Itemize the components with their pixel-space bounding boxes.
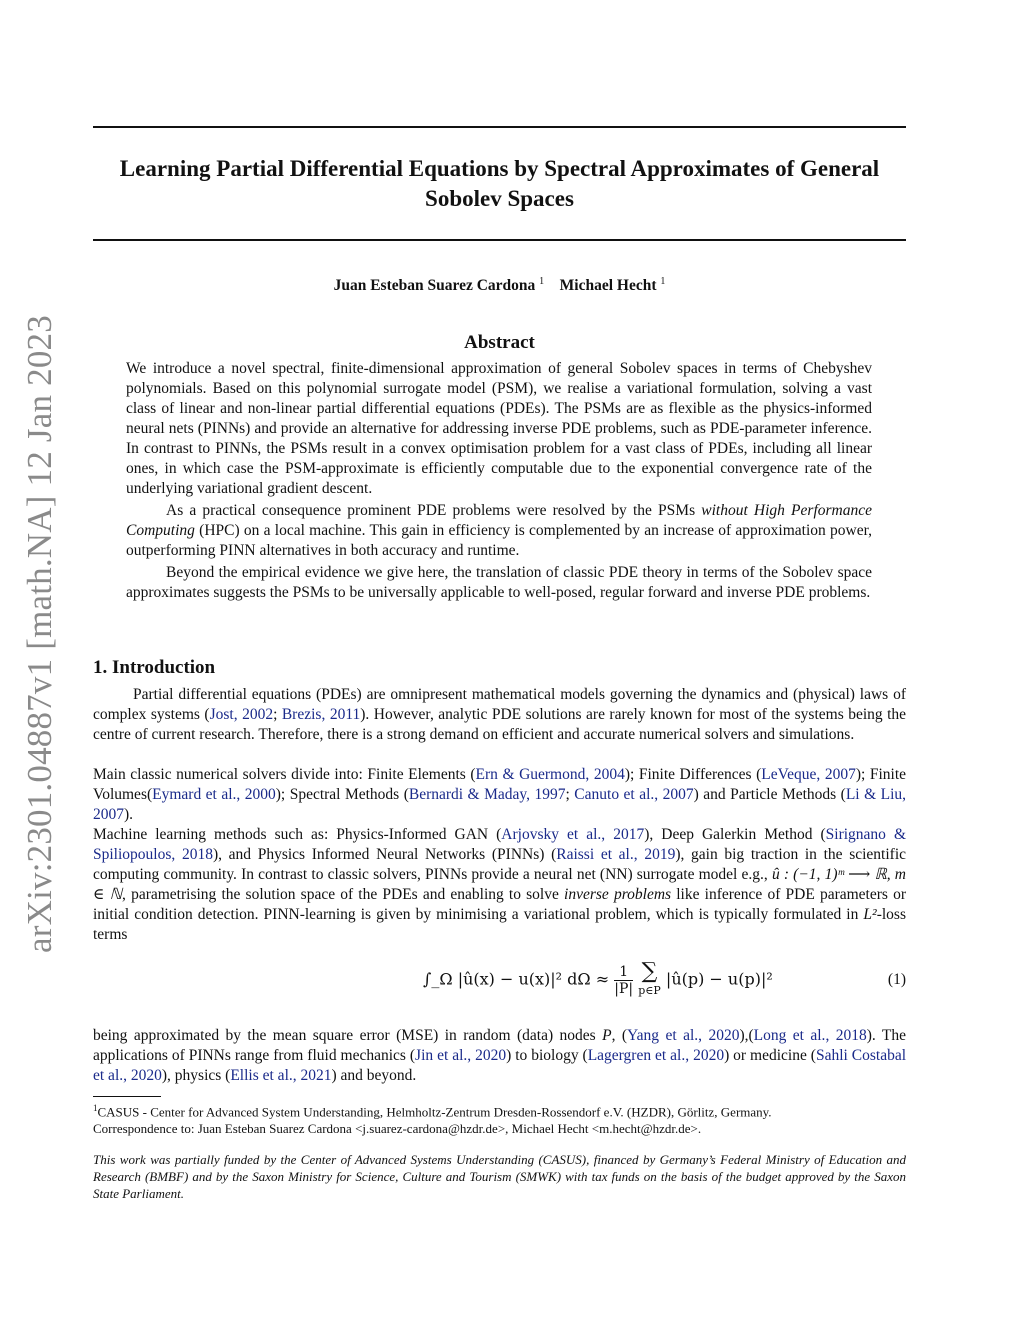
citation-link[interactable]: Jin et al., 2020 xyxy=(415,1047,507,1064)
citation-link[interactable]: Yang et al., 2020 xyxy=(627,1027,740,1044)
author-list xyxy=(93,276,906,295)
title-line-2: Sobolev Spaces xyxy=(425,186,574,211)
intro-paragraph-2: Main classic numerical solvers divide into: Finite Elements (Ern & Guermond, 2004); Finite Differences (LeVeque, 2007); Finite Volumes(Eymard et al., 2000); Spectral Methods (Bernardi & Maday, 1997; Canuto et al., 2007) and Particle Methods (Li & Liu, 2007). xyxy=(93,766,907,823)
emphasis-text: without High Performance Computing xyxy=(126,502,872,539)
math-inline: û : (−1, 1)ᵐ ⟶ ℝ, m ∈ ℕ xyxy=(93,866,906,903)
author-affiliation-mark: 1 xyxy=(539,276,545,287)
citation-link[interactable]: Bernardi & Maday, 1997 xyxy=(408,786,566,803)
math-inline: L² xyxy=(863,906,877,923)
footnote-divider xyxy=(93,1096,161,1097)
equation-body: ∫_Ω |û(x) − u(x)|² dΩ ≈ $\frac{1}{|P|}$ ∑ p∈P |û(p) − u(p)|² xyxy=(423,959,773,997)
funding-note: This work was partially funded by the Center of Advanced Systems Understanding (CASUS), financed by Germany’s Federal Ministry of Education and Research (BMBF) and by the Saxon Ministry for Science, Culture and Tourism (SMWK) with tax funds on the basis of the budget approved by the Saxon State Parliament. xyxy=(93,1152,906,1201)
abstract-heading: Abstract xyxy=(464,332,535,353)
citation-link[interactable]: Ellis et al., 2021 xyxy=(230,1067,332,1084)
citation-link[interactable]: Sirignano & Spiliopoulos, 2018 xyxy=(93,826,906,863)
footnote-mark: 1 xyxy=(93,1103,98,1113)
intro-paragraph-3: Machine learning methods such as: Physics-Informed GAN (Arjovsky et al., 2017), Deep Galerkin Method (Sirignano & Spiliopoulos, 2018), and Physics Informed Neural Networks (PINNs) (Raissi et al., 2019), gain big traction in the scientific computing community. In contrast to classic solvers, PINNs provide a neural net (NN) surrogate model e.g., û : (−1, 1)ᵐ ⟶ ℝ, m ∈ ℕ, parametrising the solution space of the PDEs and enabling to solve inverse problems like inference of PDE parameters or initial condition detection. PINN-learning is given by minimising a variational problem, which is typically formulated in L²-loss terms xyxy=(93,826,907,943)
author-name: Juan Esteban Suarez Cardona xyxy=(333,277,536,295)
emphasis-text: inverse problems xyxy=(564,886,672,903)
title-line-1: Learning Partial Differential Equations by Spectral Approximates of General xyxy=(119,156,880,181)
citation-link[interactable]: Canuto et al., 2007 xyxy=(574,786,694,803)
equation-number: (1) xyxy=(887,971,906,988)
author-affiliation-mark: 1 xyxy=(660,276,666,287)
abstract-paragraph-2: As a practical consequence prominent PDE problems were resolved by the PSMs without High Performance Computing (HPC) on a local machine. This gain in efficiency is complemented by an increase of approximation power, outperforming PINN alternatives in both accuracy and runtime. xyxy=(126,502,872,559)
citation-link[interactable]: Eymard et al., 2000 xyxy=(152,786,276,803)
citation-link[interactable]: Raissi et al., 2019 xyxy=(556,846,676,863)
citation-link[interactable]: LeVeque, 2007 xyxy=(761,766,856,783)
citation-link[interactable]: Arjovsky et al., 2017 xyxy=(501,826,645,843)
citation-link[interactable]: Li & Liu, 2007 xyxy=(93,786,907,823)
equation-1 xyxy=(93,955,906,1005)
citation-link[interactable]: Sahli Costabal et al., 2020 xyxy=(93,1047,907,1084)
author-name: Michael Hecht xyxy=(559,277,657,295)
abstract-paragraph-3: Beyond the empirical evidence we give here, the translation of classic PDE theory in terms of the Sobolev space approximates suggests the PSMs to be universally applicable to well-posed, regular forward and inverse PDE problems. xyxy=(126,564,872,601)
title-rule-top xyxy=(93,126,906,128)
intro-paragraph-4: being approximated by the mean square error (MSE) in random (data) nodes P, (Yang et al., 2020),(Long et al., 2018). The applications of PINNs range from fluid mechanics (Jin et al., 2020) to biology (Lagergren et al., 2020) or medicine (Sahli Costabal et al., 2020), physics (Ellis et al., 2021) and beyond. xyxy=(93,1027,907,1084)
arxiv-identifier-stamp: arXiv:2301.04887v1 [math.NA] 12 Jan 2023 xyxy=(20,315,59,953)
footnote: $^1$CASUS - Center for Advanced System Understanding, Helmholtz-Zentrum Dresden-Rossendorf e.V. (HZDR), Görlitz, Germany. Correspondence to: Juan Esteban Suarez Cardona <j.suarez-cardona@hzdr.de>, Michael Hecht <m.hecht@hzdr.de>. xyxy=(93,1103,772,1137)
citation-link[interactable]: Long et al., 2018 xyxy=(753,1027,867,1044)
citation-link[interactable]: Ern & Guermond, 2004 xyxy=(475,766,625,783)
paper-title xyxy=(93,154,906,214)
citation-link[interactable]: Lagergren et al., 2020 xyxy=(587,1047,725,1064)
math-inline: P xyxy=(602,1027,612,1044)
section-heading-introduction: 1. Introduction xyxy=(93,657,216,678)
citation-link[interactable]: Brezis, 2011 xyxy=(281,706,361,723)
title-rule-bottom xyxy=(93,239,906,241)
abstract-paragraph-1: We introduce a novel spectral, finite-dimensional approximation of general Sobolev spaces in terms of Chebyshev polynomials. Based on this polynomial surrogate model (PSM), we realise a variational formulation, solving a vast class of linear and non-linear partial differential equations (PDEs). The PSMs are as flexible as the physics-informed neural nets (PINNs) and provide an alternative for addressing inverse PDE problems, such as PDE-parameter inference. In contrast to PINNs, the PSMs result in a convex optimisation problem for a vast class of PDEs, including all linear ones, in which case the PSM-approximate is efficiently computable due to the exponential convergence rate of the underlying variational gradient descent. xyxy=(126,360,872,497)
intro-paragraph-1: Partial differential equations (PDEs) are omnipresent mathematical models governing the dynamics and (physical) laws of complex systems (Jost, 2002; Brezis, 2011). However, analytic PDE solutions are rarely known for most of the systems being the centre of current research. Therefore, there is a strong demand on efficient and accurate numerical solvers and simulations. xyxy=(93,686,907,743)
citation-link[interactable]: Jost, 2002 xyxy=(209,706,274,723)
